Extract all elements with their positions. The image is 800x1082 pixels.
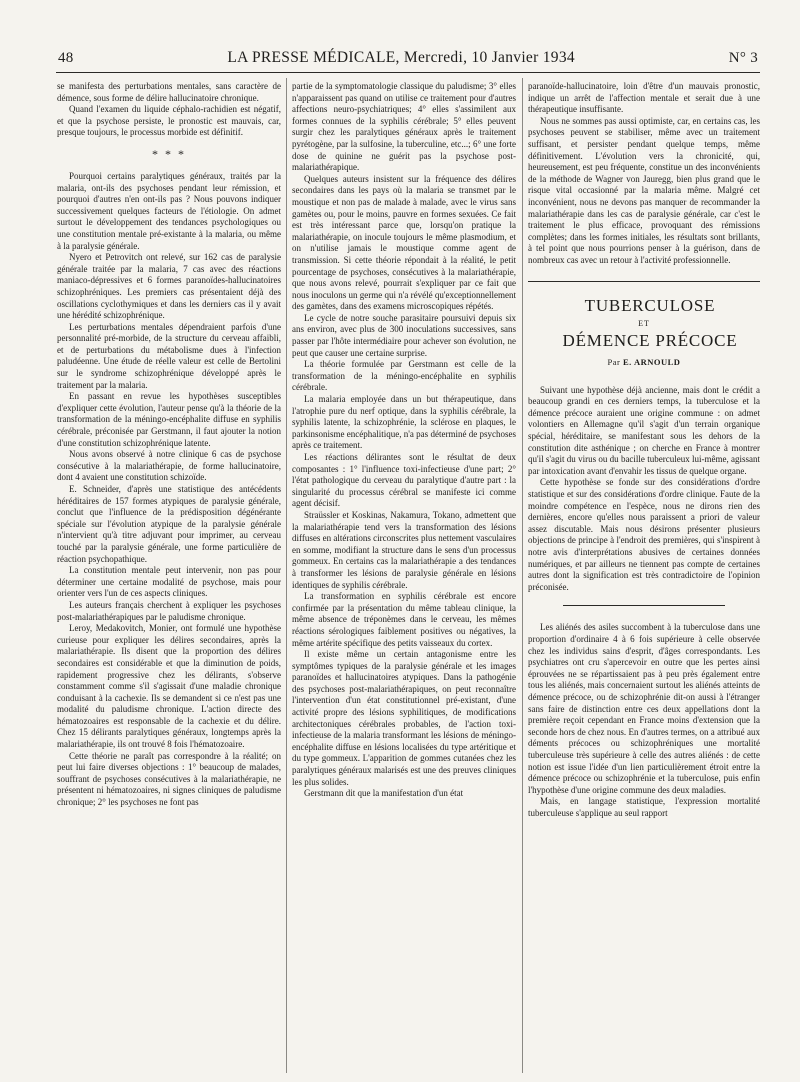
article-title-et: ET <box>638 318 650 328</box>
paragraph: Le cycle de notre souche parasitaire poursuivi depuis six ans environ, avec plus de 300 inoculations successives, sans passer par l'hôte intermédiaire pour achever son évolution, ne peut que causer une certaine surprise. <box>292 312 516 358</box>
paragraph: La constitution mentale peut intervenir, non pas pour déterminer une certaine modalité de psychose, mais pour orienter vers l'un de ces aspects cliniques. <box>57 565 281 599</box>
paragraph: Les réactions délirantes sont le résultat de deux composantes : 1° l'influence toxi-infectieuse d'une part; 2° l'état pathologique du cerveau du paralytique d'autre part : la singularité du processus cérébral se manifeste ici comme agent décisif. <box>292 452 516 509</box>
paragraph: Cette hypothèse se fonde sur des considérations d'ordre statistique et sur des considérations d'ordre clinique. Faute de la moindre compétence en l'espèce, nous ne dirons rien des dernières, encore qu'elles nous paraissent a priori de valeur assez discutable. Mais nous désirons présenter plusieurs objections de principe à l'endroit des premières, qui s'inspirent à notre avis d'interprétations abusives de certaines données numériques, et par ailleurs ne tiennent pas compte de certaines autres dont la signification est très contradictoire de l'opinion préconisée. <box>528 477 760 592</box>
paragraph: La théorie formulée par Gerstmann est celle de la transformation de la méningo-encéphalite en syphilis cérébrale. <box>292 359 516 393</box>
paragraph: Les auteurs français cherchent à expliquer les psychoses post-malariathérapiques par le paludisme chronique. <box>57 599 281 622</box>
paragraph: Pourquoi certains paralytiques généraux, traités par la malaria, ont-ils des psychoses pendant leur rémission, et pourquoi d'autres n'en ont-ils pas ? Nous pouvons indiquer successivement quelques facteurs de l'étiologie. On admet surtout le développement des tendances psychologiques ou une constitution mentale pré-existante à la malaria, ou même à la paralysie générale. <box>57 170 281 251</box>
page-number: 48 <box>58 50 74 66</box>
section-separator: * * * <box>152 146 186 161</box>
paragraph: partie de la symptomatologie classique du paludisme; 3° elles n'apparaissent pas quand on utilise ce traitement pour d'autres affections neuro-psychiatriques; 4° elles s'assimilent aux formes connues de la syphilis cérébrale; 5° elles peuvent surgir chez les paralytiques généraux après le traitement pyrétogène, par la sulfosine, la tuberculine, etc...; 6° une forte dose de quinine ne guérit pas la psychose post-malariathérapique. <box>292 81 516 173</box>
paragraph: La malaria employée dans un but thérapeutique, dans l'atrophie pure du nerf optique, dans la syphilis cérébrale, la syphilis latente, la schizophrénie, la sclérose en plaques, le parkinsonisme encéphalitique, n'a pas déterminé de psychoses après ce traitement. <box>292 394 516 451</box>
page-header <box>58 49 758 71</box>
paragraph: Cette théorie ne paraît pas correspondre à la réalité; on peut lui faire diverses objections : 1° beaucoup de malades, souffrant de psychoses consécutives à la malariathérapie, ne présentent ni hématozoaires, ni signes cliniques de paludisme chronique; 2° les psychoses ne font pas <box>57 750 281 808</box>
article-rule <box>528 281 760 282</box>
byline-par: Par <box>607 357 621 368</box>
paragraph: Nous ne sommes pas aussi optimiste, car, en certains cas, les psychoses peuvent se stabiliser, même avec un traitement suffisant, et persister pendant quelque temps, même définitivement. L'évolution vers la chronicité, qui, heureusement, est peu fréquente, constitue un des inconvénients de la méthode de Wagner von Jauregg, bien plus grand que le risque vital occasionné par la malaria même. Malgré cet inconvénient, nous ne devons pas manquer de recommander la malariathérapie dans les cas de paralysie générale, car c'est le traitement le plus efficace, provoquant des rémissions complètes; dans les formes initiales, les résultats sont brillants, à tel point que nous pourrions penser à la guérison, dans de nombreux cas avec un retour à l'activité professionnelle. <box>528 115 760 265</box>
paragraph: Leroy, Medakovitch, Monier, ont formulé une hypothèse curieuse pour expliquer les délires secondaires, après la malariathérapie. Ils disent que la proportion des délires secondaires est considérable et que la diminution de poids, rapidement progressive chez les délirants, s'observe constamment comme s'il s'agissait d'une maladie chronique conduisant à la cachexie. Ils se demandent si ce n'est pas une modalité du paludisme chronique. L'action directe des hématozoaires est responsable de la cachexie et du délire. Chez 15 délirants paralytiques généraux, longtemps après la malariathérapie, ils ont trouvé 8 fois l'hématozoaire. <box>57 623 281 750</box>
paragraph: La transformation en syphilis cérébrale est encore confirmée par la présentation du même tableau clinique, la même absence de tréponèmes dans le cerveau, les mêmes réactions sérologiques faiblement positives ou négatives, la même artérite spécifique des petits vaisseaux du cortex. <box>292 591 516 648</box>
paragraph: Quelques auteurs insistent sur la fréquence des délires secondaires dans les pays où la malaria se transmet par le moustique et non pas de malade à malade, avec le virus sans gamètes ou, pour le moins, pauvre en formes sexuées. Ce fait est très intéressant parce que, lorsqu'on pratique la malariathérapie, on inocule toujours le même plasmodium, et on n'utilise jamais le moustique comme agent de transmission. Si cette théorie répondait à la réalité, le petit pourcentage de psychoses, consécutives à la malariathérapie, que nous avons relevé, pourrait s'expliquer par ce fait que nous inoculons un germe qui n'a révélé qu'exceptionnellement des gamètes, dans des examens microscopiques répétés. <box>292 173 516 312</box>
article-title-line2: DÉMENCE PRÉCOCE <box>562 331 738 351</box>
paragraph: Nous avons observé à notre clinique 6 cas de psychose consécutive à la malariathérapie, de forme hallucinatoire, dont 4 avaient une constitution schizoïde. <box>57 449 281 483</box>
paragraph: Suivant une hypothèse déjà ancienne, mais dont le crédit a beaucoup grandi en ces derniers temps, la tuberculose et la démence précoce auraient une origine commune : on admet volontiers en Allemagne qu'il s'agit d'un terrain organique spécial, héréditaire, se manifestant sous les dehors de la constitution dite asthénique ; on cherche en France à montrer qu'il s'agit du virus ou du bacille tuberculeux lui-même, agissant par intoxication avant d'envahir les tissus de quelque organe. <box>528 384 760 476</box>
paragraph: Nyero et Petrovitch ont relevé, sur 162 cas de paralysie générale traitée par la malaria, 7 cas avec des réactions maniaco-dépressives et 6 formes paranoïdes-hallucinatoires schizophréniques. Les premiers cas présentaient déjà des oscillations cyclothymiques et dans les derniers cas il y avait une hérédité schizophrénique. <box>57 252 281 321</box>
column-1 <box>57 81 281 1071</box>
paragraph: Les perturbations mentales dépendraient parfois d'une personnalité pré-morbide, de la structure du cerveau affaibli, et de perturbations du métabolisme dues à l'infection paludéenne. Une étude de réelle valeur est celle de Bertolini sur le syndrome schizophrénique développé après le traitement par la malaria. <box>57 321 281 390</box>
journal-title: LA PRESSE MÉDICALE, Mercredi, 10 Janvier 1934 <box>227 49 575 66</box>
column-divider <box>286 78 287 1073</box>
article-byline <box>528 357 760 369</box>
paragraph: paranoïde-hallucinatoire, loin d'être d'un mauvais pronostic, indique un arrêt de l'affection mentale et serait due à une thérapeutique insuffisante. <box>528 81 760 115</box>
paragraph: se manifesta des perturbations mentales, sans caractère de démence, sous forme de délire hallucinatoire chronique. <box>57 81 281 103</box>
column-divider <box>522 78 523 1073</box>
article-heading <box>528 296 760 369</box>
paragraph: Quand l'examen du liquide céphalo-rachidien est négatif, et que la psychose persiste, le pronostic est mauvais, car, presque toujours, le processus morbide est définitif. <box>57 104 281 138</box>
issue-number: N° 3 <box>728 50 758 66</box>
paragraph: Il existe même un certain antagonisme entre les symptômes typiques de la paralysie générale et les images paranoïdes et hallucinatoires atypiques. Dans la pathogénie des psychoses post-malariathérapiques, on peut reconnaître l'intervention d'un état constitutionnel pré-existant, d'une activité propre des lésions syphilitiques, de modifications architectoniques cérébrales probables, de l'action toxi-infectieuse de la malaria transformant les lésions de méningo-encéphalite diffuse en lésions localisées du type artéritique et du type gommeux. L'apparition de gommes cutanées chez les paralytiques généraux malarisés est une des preuves cliniques les plus solides. <box>292 649 516 787</box>
section-rule <box>563 605 725 606</box>
column-2 <box>292 81 516 1071</box>
paragraph: Straüssler et Koskinas, Nakamura, Tokano, admettent que la malariathérapie tend vers la transformation des lésions diffuses en altérations circonscrites plus nettement vasculaires en somme, modifiant la structure dans le sens d'un processus gommeux. En certains cas la malariathérapie a des tendances à transformer les lésions de paralysie générale en lésions identiques de syphilis cérébrale. <box>292 509 516 590</box>
paragraph: Les aliénés des asiles succombent à la tuberculose dans une proportion d'ordinaire 4 à 6 fois supérieure à celle observée chez les individus sains d'esprit, d'âges correspondants. Les psychiatres ont cru s'apercevoir en outre que les pertes ainsi éprouvées ne se répartissaient pas à peu près également entre tous les aliénés, mais concernaient surtout les aliénés atteints de démence précoce, ou de schizophrénie dit-on aussi à l'étranger sans faire de distinction entre ces deux appellations dont la première reçoit cependant en France moins d'extension que la seconde hors de chez nous. En d'autres termes, on a attribué aux déments précoces ou schizophréniques une mortalité tuberculeuse très supérieure à celle des autres aliénés : de cette notion est issue l'idée d'un lien particulièrement étroit entre la démence précoce ou schizophrénie et la tuberculose, puis enfin l'hypothèse d'une origine commune des deux maladies. <box>528 622 760 795</box>
paragraph: E. Schneider, d'après une statistique des antécédents héréditaires de 157 formes atypiques de paralysie générale, conclut que l'influence de la prédisposition dégénérante spéciale sur l'évolution atypique de la paralysie générale n'intervient qu'à titre adjuvant pour imprimer, au cerveau touché par la paralysie générale, une forme particulière de réaction psychopathique. <box>57 484 281 564</box>
article-title-line1: TUBERCULOSE <box>584 295 716 315</box>
paragraph: Gerstmann dit que la manifestation d'un état <box>304 788 464 799</box>
column-3 <box>528 81 760 1071</box>
header-rule <box>56 72 760 73</box>
paragraph: En passant en revue les hypothèses susceptibles d'expliquer cette évolution, l'auteur pense qu'à la théorie de la transformation de la méningo-encéphalite diffuse en syphilis cérébrale, préconisée par Gerstmann, il faut ajouter la notion d'une constitution schizophrénique latente. <box>57 391 281 448</box>
byline-author: E. ARNOULD <box>623 357 681 368</box>
paragraph: Mais, en langage statistique, l'expression mortalité tuberculeuse s'applique au seul rapport <box>528 796 760 818</box>
